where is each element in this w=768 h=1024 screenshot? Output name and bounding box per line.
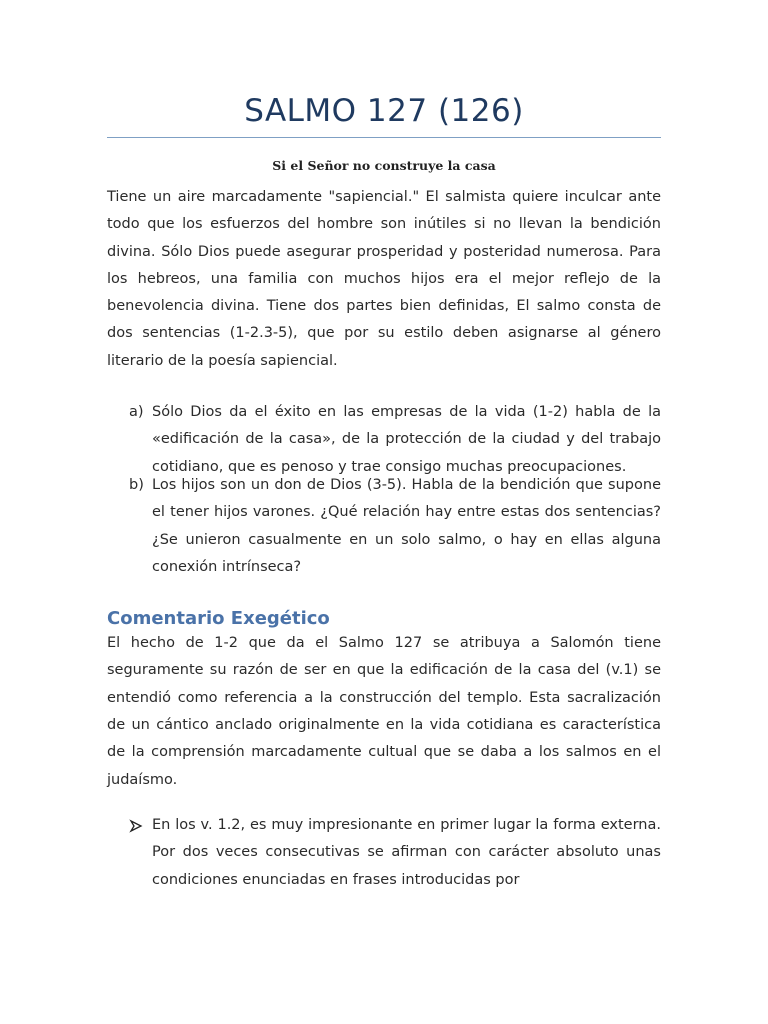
list-item <box>107 399 661 481</box>
section-heading: Comentario Exegético <box>107 608 330 630</box>
document-page <box>107 0 661 894</box>
list-item-text: Sólo Dios da el éxito en las empresas de la vida (1-2) habla de la «edificación de la casa», de la protección de la ciudad y del trabajo cotidiano, que es penoso y trae consigo muchas preocupaciones. <box>152 404 661 475</box>
list-item <box>107 472 661 581</box>
list-item-text: Los hijos son un don de Dios (3-5). Habla de la bendición que supone el tener hijos varones. ¿Qué relación hay entre estas dos sentencias? ¿Se unieron casualmente en un solo salmo, o hay en ellas alguna conexión intrínseca? <box>152 476 661 575</box>
commentary-points-list <box>107 812 661 894</box>
list-marker: b) <box>129 476 144 493</box>
list-marker: a) <box>129 404 144 421</box>
document-subtitle: Si el Señor no construye la casa <box>272 158 496 173</box>
arrow-bullet-icon <box>129 819 143 833</box>
intro-paragraph: Tiene un aire marcadamente "sapiencial." El salmista quiere inculcar ante todo que los esfuerzos del hombre son inútiles si no llevan la bendición divina. Sólo Dios puede asegurar prosperidad y posteridad numerosa. Para los hebreos, una familia con muchos hijos era el mejor reflejo de la benevolencia divina. Tiene dos partes bien definidas, El salmo consta de dos sentencias (1-2.3-5), que por su estilo deben asignarse al género literario de la poesía sapiencial. <box>107 189 661 369</box>
psalm-parts-list <box>107 399 661 581</box>
title-underline-divider <box>107 137 661 138</box>
list-item <box>107 812 661 894</box>
list-item-text: En los v. 1.2, es muy impresionante en primer lugar la forma externa. Por dos veces consecutivas se afirman con carácter absoluto unas condiciones enunciadas en frases introducidas por <box>152 816 661 888</box>
commentary-paragraph: El hecho de 1-2 que da el Salmo 127 se atribuya a Salomón tiene seguramente su razón de ser en que la edificación de la casa del (v.1) se entendió como referencia a la construcción del templo. Esta sacralización de un cántico anclado originalmente en la vida cotidiana es característica de la comprensión marcadamente cultual que se daba a los salmos en el judaísmo. <box>107 635 661 788</box>
document-title: SALMO 127 (126) <box>244 93 524 129</box>
